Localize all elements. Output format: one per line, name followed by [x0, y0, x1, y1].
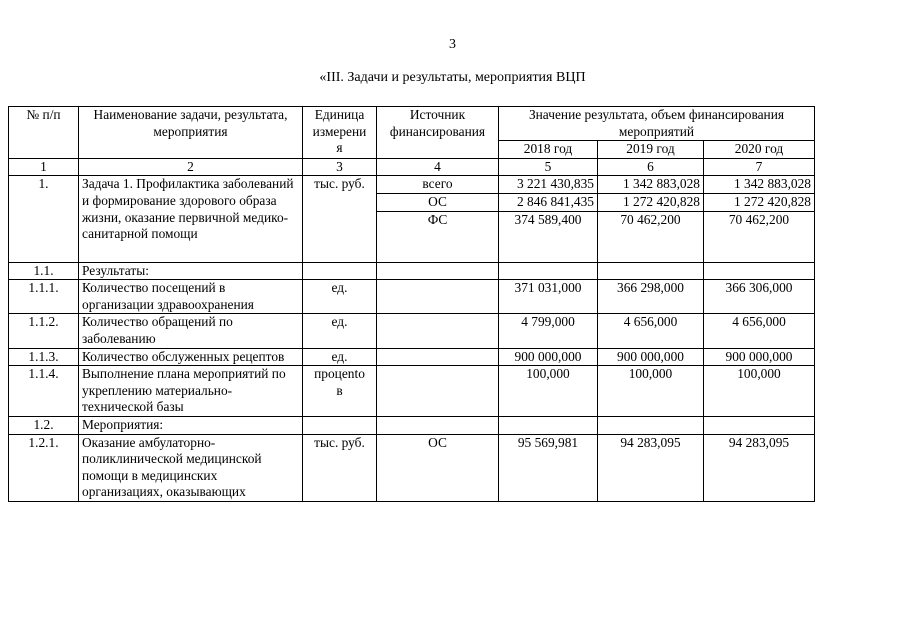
section-title: «III. Задачи и результаты, мероприятия ВЦП: [319, 70, 586, 85]
result-unit: ед.: [303, 280, 377, 314]
activities-heading-row: [9, 416, 815, 434]
result-value: 371 031,000: [499, 280, 598, 314]
funding-value: 1 342 883,028: [704, 176, 815, 194]
column-number: 2: [79, 158, 303, 176]
result-value: 366 298,000: [598, 280, 704, 314]
funding-value: 70 462,200: [598, 211, 704, 262]
result-num: 1.1.3.: [9, 348, 79, 366]
header-year: 2018 год: [499, 141, 598, 159]
funding-value: 3 221 430,835: [499, 176, 598, 194]
activity-value: 94 283,095: [704, 434, 815, 501]
column-number: 1: [9, 158, 79, 176]
activity-num: 1.2.1.: [9, 434, 79, 501]
activities-heading-name: Мероприятия:: [79, 416, 303, 434]
results-heading-row: [9, 262, 815, 280]
header-source: Источник финансирования: [377, 107, 499, 159]
result-value: 4 799,000: [499, 314, 598, 348]
header-row: [9, 107, 815, 141]
result-name: Выполнение плана мероприятий по укреплению материально-технической базы: [79, 366, 303, 417]
header-unit-line: измерени: [312, 123, 367, 139]
column-number: 7: [704, 158, 815, 176]
funding-value: 70 462,200: [704, 211, 815, 262]
result-value: 100,000: [598, 366, 704, 417]
result-source: [377, 314, 499, 348]
funding-value: 2 846 841,435: [499, 193, 598, 211]
funding-source: ФС: [377, 211, 499, 262]
result-name: Количество обращений по заболеванию: [79, 314, 303, 348]
results-heading-num: 1.1.: [9, 262, 79, 280]
result-value: 366 306,000: [704, 280, 815, 314]
result-unit: [303, 366, 377, 417]
task-num: 1.: [9, 176, 79, 262]
header-year: 2020 год: [704, 141, 815, 159]
column-number: 6: [598, 158, 704, 176]
activity-name: Оказание амбулаторно-поликлинической медицинской помощи в медицинских организациях, оказывающих: [79, 434, 303, 501]
activity-value: 94 283,095: [598, 434, 704, 501]
column-number: 4: [377, 158, 499, 176]
task-unit: тыс. руб.: [303, 176, 377, 262]
header-name: Наименование задачи, результата, мероприятия: [79, 107, 303, 159]
result-value: 900 000,000: [499, 348, 598, 366]
result-name: Количество посещений в организации здравоохранения: [79, 280, 303, 314]
column-number: 3: [303, 158, 377, 176]
result-row: [9, 314, 815, 348]
header-value-group: Значение результата, объем финансирования мероприятий: [499, 107, 815, 141]
page-number: 3: [449, 37, 456, 52]
results-heading-name: Результаты:: [79, 262, 303, 280]
header-unit-line: я: [336, 140, 343, 156]
result-unit-line: процento: [314, 366, 365, 382]
result-value: 100,000: [499, 366, 598, 417]
result-num: 1.1.4.: [9, 366, 79, 417]
result-source: [377, 348, 499, 366]
result-row: [9, 280, 815, 314]
tasks-results-table: [8, 106, 815, 502]
header-unit-line: Единица: [314, 107, 365, 122]
result-num: 1.1.2.: [9, 314, 79, 348]
result-unit: ед.: [303, 314, 377, 348]
result-source: [377, 280, 499, 314]
activity-value: 95 569,981: [499, 434, 598, 501]
result-unit: ед.: [303, 348, 377, 366]
funding-source: ОС: [377, 193, 499, 211]
funding-value: 374 589,400: [499, 211, 598, 262]
header-year: 2019 год: [598, 141, 704, 159]
activity-row: [9, 434, 815, 501]
result-value: 4 656,000: [704, 314, 815, 348]
funding-value: 1 342 883,028: [598, 176, 704, 194]
result-row: [9, 348, 815, 366]
task-name: Задача 1. Профилактика заболеваний и формирование здорового образа жизни, оказание первичной медико-санитарной помощи: [79, 176, 303, 262]
column-number: 5: [499, 158, 598, 176]
header-num: № п/п: [9, 107, 79, 159]
result-num: 1.1.1.: [9, 280, 79, 314]
funding-source: всего: [377, 176, 499, 194]
result-value: 900 000,000: [598, 348, 704, 366]
result-value: 4 656,000: [598, 314, 704, 348]
result-value: 100,000: [704, 366, 815, 417]
header-unit: [303, 107, 377, 159]
activities-heading-num: 1.2.: [9, 416, 79, 434]
funding-value: 1 272 420,828: [704, 193, 815, 211]
activity-source: ОС: [377, 434, 499, 501]
result-name: Количество обслуженных рецептов: [79, 348, 303, 366]
funding-value: 1 272 420,828: [598, 193, 704, 211]
column-numbers-row: [9, 158, 815, 176]
activity-unit: тыс. руб.: [303, 434, 377, 501]
result-source: [377, 366, 499, 417]
result-value: 900 000,000: [704, 348, 815, 366]
task-row: [9, 176, 815, 194]
result-unit-line: в: [336, 382, 343, 398]
result-row: [9, 366, 815, 417]
